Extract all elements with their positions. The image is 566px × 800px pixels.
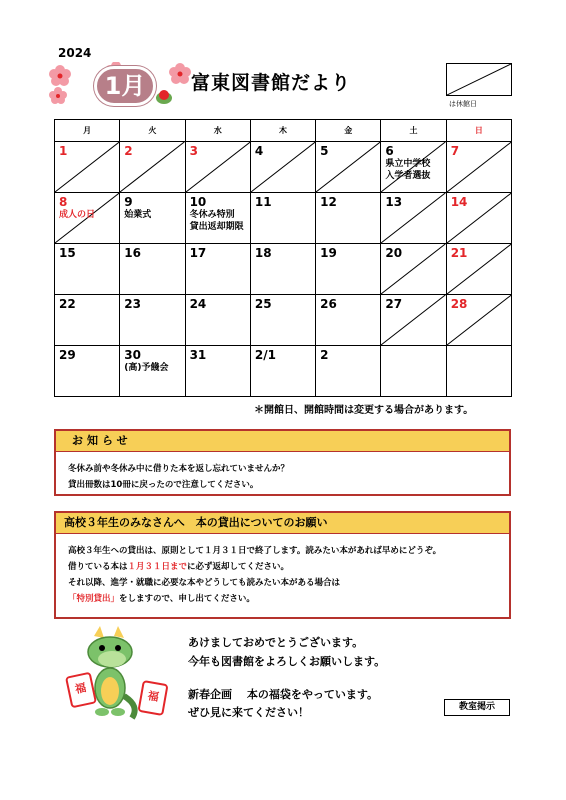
calendar-day-number: 8	[59, 195, 68, 209]
plum-blossom-icon	[169, 63, 191, 84]
calendar-day-number: 15	[59, 246, 76, 260]
calendar-day-cell	[185, 142, 250, 193]
calendar-day-cell	[381, 244, 446, 295]
calendar-day-cell	[120, 142, 185, 193]
request-line: それ以降、進学・就職に必要な本やどうしても読みたい本がある場合は	[68, 578, 341, 588]
request-text: をしますので、申し出てください。	[119, 594, 255, 604]
calendar-day-number: 2/1	[254, 348, 276, 362]
calendar-day-cell	[185, 193, 250, 244]
calendar-day-cell	[446, 244, 511, 295]
notice-line: 貸出冊数は10冊に戻ったので注意してください。	[68, 480, 259, 490]
calendar-day-number: 12	[320, 195, 337, 209]
plum-blossom-icon	[49, 65, 71, 86]
calendar-day-cell	[250, 295, 315, 346]
calendar-day-number: 6	[385, 144, 394, 158]
calendar-day-cell	[120, 244, 185, 295]
greeting-line: 今年も図書館をよろしくお願いします。	[188, 655, 386, 668]
calendar-day-cell	[316, 193, 381, 244]
weekday-mon: 月	[55, 120, 120, 142]
calendar-day-cell	[250, 142, 315, 193]
calendar-day-number: 10	[189, 195, 207, 209]
calendar-day-number: 18	[254, 246, 272, 260]
calendar-day-number: 9	[124, 195, 133, 209]
calendar-day-number: 25	[254, 297, 272, 311]
calendar-day-cell	[120, 346, 185, 397]
calendar-day-number: 11	[254, 195, 272, 209]
calendar-week-row	[55, 142, 512, 193]
calendar-day-cell	[55, 244, 120, 295]
event-line: 新春企画 本の福袋をやっています。	[188, 688, 378, 701]
calendar-day-number: 26	[320, 297, 337, 311]
return-deadline: １月３１日まで	[127, 562, 188, 572]
calendar-week-row	[55, 193, 512, 244]
calendar-day-cell	[381, 346, 446, 397]
calendar-day-number: 4	[254, 144, 264, 158]
calendar-day-cell	[55, 346, 120, 397]
calendar-day-cell	[316, 346, 381, 397]
request-line	[68, 559, 509, 575]
calendar-day-number: 1	[59, 144, 68, 158]
newsletter-title: 富東図書館だより	[191, 72, 352, 94]
request-line	[68, 591, 509, 607]
calendar-day-number: 5	[320, 144, 329, 158]
calendar-day-cell	[55, 193, 120, 244]
calendar-day-cell	[55, 142, 120, 193]
calendar-day-number: 29	[59, 348, 76, 362]
lucky-bag-event	[188, 686, 378, 722]
weekday-fri: 金	[316, 120, 381, 142]
request-heading: 高校３年生のみなさんへ 本の貸出についてのお願い	[56, 513, 509, 534]
calendar-day-number: 7	[450, 144, 460, 158]
calendar-day-cell	[55, 295, 120, 346]
closed-day-legend-label: は休館日	[449, 100, 477, 108]
calendar-day-number: 28	[450, 297, 468, 311]
calendar-day-cell	[120, 295, 185, 346]
calendar-table	[54, 119, 512, 397]
calendar-day-number: 16	[124, 246, 141, 260]
calendar-day-cell	[381, 142, 446, 193]
calendar-day-number: 13	[385, 195, 403, 209]
request-box	[54, 511, 511, 619]
calendar-day-number: 23	[124, 297, 141, 311]
calendar-day-cell	[446, 142, 511, 193]
weekday-wed: 水	[185, 120, 250, 142]
notice-heading: お知らせ	[56, 431, 509, 452]
weekday-thu: 木	[250, 120, 315, 142]
calendar-day-number: 27	[385, 297, 403, 311]
calendar-day-cell	[446, 346, 511, 397]
calendar-day-number: 22	[59, 297, 76, 311]
calendar-day-cell	[381, 295, 446, 346]
calendar-day-number: 2	[124, 144, 133, 158]
calendar-day-cell	[316, 295, 381, 346]
calendar-day-cell	[316, 142, 381, 193]
calendar-day-note: (高)予餞会	[124, 363, 169, 373]
calendar-day-note: 始業式	[124, 210, 152, 220]
weekday-header-row	[55, 120, 512, 142]
request-line: 高校３年生への貸出は、原則として１月３１日で終了します。読みたい本があれば早めにどうぞ。	[68, 546, 442, 556]
plum-bud-icon	[156, 90, 172, 104]
calendar-day-cell	[316, 244, 381, 295]
notice-box	[54, 429, 511, 496]
calendar-day-number: 20	[385, 246, 403, 260]
event-line: ぜひ見に来てください！	[188, 706, 309, 719]
classroom-posting-label: 教室掲示	[444, 699, 510, 716]
notice-line: 冬休み前や冬休み中に借りた本を返し忘れていませんか？	[68, 464, 290, 474]
calendar-day-number: 31	[189, 348, 207, 362]
calendar-day-cell	[446, 193, 511, 244]
calendar-day-note: 冬休み特別 貸出返却期限	[189, 210, 244, 232]
calendar-day-note: 成人の日	[59, 210, 96, 220]
weekday-tue: 火	[120, 120, 185, 142]
calendar-day-note: 県立中学校 入学者選抜	[385, 159, 431, 181]
weekday-sat: 土	[381, 120, 446, 142]
month-badge	[94, 66, 156, 106]
calendar-day-number: 30	[124, 348, 141, 362]
calendar-day-cell	[185, 295, 250, 346]
calendar-day-number: 2	[320, 348, 329, 362]
request-body	[56, 534, 509, 607]
plum-blossom-icon	[49, 87, 67, 104]
calendar-week-row	[55, 346, 512, 397]
calendar-day-cell	[250, 346, 315, 397]
calendar-day-cell	[185, 346, 250, 397]
closed-day-legend-box	[446, 63, 512, 96]
calendar-day-number: 19	[320, 246, 337, 260]
calendar-day-cell	[120, 193, 185, 244]
greeting-block	[188, 633, 385, 671]
calendar-day-number: 17	[189, 246, 207, 260]
calendar-day-number: 21	[450, 246, 468, 260]
lucky-bag-left: 福	[65, 672, 97, 709]
calendar-day-cell	[381, 193, 446, 244]
greeting-line: あけましておめでとうございます。	[188, 636, 364, 649]
year-label: 2024	[58, 46, 92, 60]
dragon-illustration	[60, 626, 170, 726]
month-label: 1月	[94, 66, 156, 106]
weekday-sun: 日	[446, 120, 511, 142]
request-text: に必ず返却してください。	[187, 562, 290, 572]
calendar-footnote: ＊開館日、開館時間は変更する場合があります。	[254, 405, 474, 416]
diagonal-slash-icon	[447, 64, 511, 95]
calendar-day-cell	[250, 193, 315, 244]
special-lending-term: 「特別貸出」	[68, 594, 120, 604]
calendar-day-cell	[185, 244, 250, 295]
lucky-bag-right: 福	[137, 680, 168, 716]
calendar-week-row	[55, 295, 512, 346]
calendar-week-row	[55, 244, 512, 295]
calendar-day-cell	[446, 295, 511, 346]
calendar-day-number: 14	[450, 195, 468, 209]
calendar-day-number: 3	[189, 144, 198, 158]
notice-body	[56, 452, 509, 493]
request-text: 借りている本は	[68, 562, 128, 572]
calendar-day-cell	[250, 244, 315, 295]
calendar-day-number: 24	[189, 297, 207, 311]
